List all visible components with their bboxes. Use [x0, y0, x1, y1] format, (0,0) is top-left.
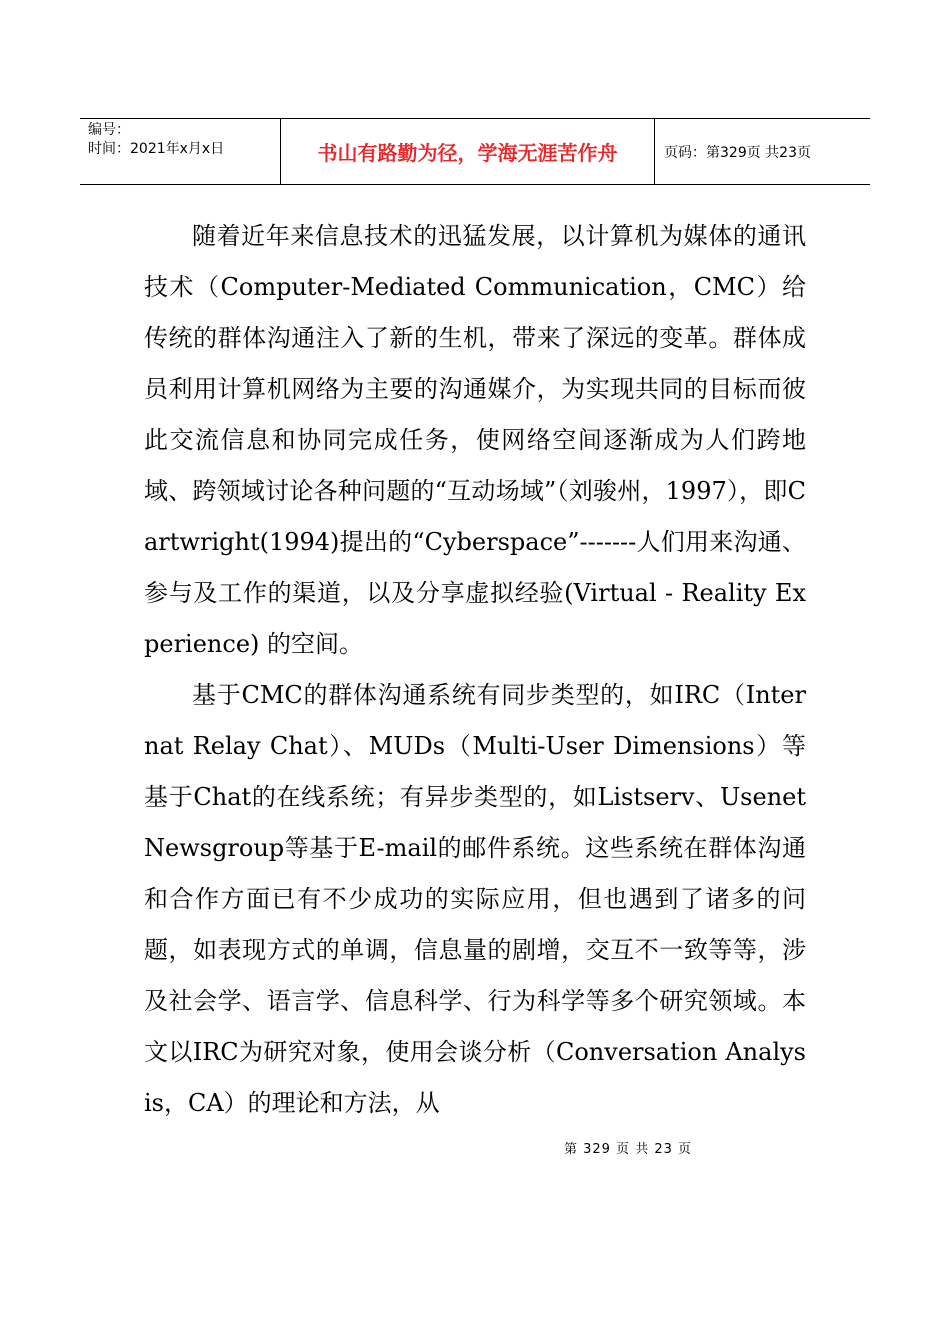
document-time-label: 时间：2021年x月x日 [88, 141, 225, 157]
document-number-label: 编号： [88, 122, 130, 138]
body-paragraph-2: 基于CMC的群体沟通系统有同步类型的，如IRC（Internat Relay Chat）、MUDs（Multi-User Dimensions）等基于Chat的在线系统；有异步类型的，如Listserv、Usenet Newsgroup等基于E-mail的邮件系统。这些系统在群体沟通和合作方面已有不少成功的实际应用，但也遇到了诸多的问题，如表现方式的单调，信息量的剧增，交互不一致等等，涉及社会学、语言学、信息科学、行为科学等多个研究领域。本文以IRC为研究对象，使用会谈分析（Conversation Analysis，CA）的理论和方法，从 [144, 681, 806, 1117]
body-paragraph-1: 随着近年来信息技术的迅猛发展，以计算机为媒体的通讯技术（Computer-Mediated Communication，CMC）给传统的群体沟通注入了新的生机，带来了深远的变革。群体成员利用计算机网络为主要的沟通媒介，为实现共同的目标而彼此交流信息和协同完成任务，使网络空间逐渐成为人们跨地域、跨领域讨论各种问题的“互动场域”（刘骏州，1997），即Cartwright(1994)提出的“Cyberspace”-------人们用来沟通、参与及工作的渠道，以及分享虚拟经验(Virtual - Reality Experience) 的空间。 [144, 222, 806, 658]
page-header [80, 118, 870, 185]
document-body [144, 211, 806, 1129]
header-motto: 书山有路勤为径，学海无涯苦作舟 [281, 119, 655, 184]
header-meta-cell [80, 119, 281, 184]
header-page-info: 页码：第329页 共23页 [664, 144, 811, 161]
page-footer: 第 329 页 共 23 页 [564, 1142, 693, 1157]
